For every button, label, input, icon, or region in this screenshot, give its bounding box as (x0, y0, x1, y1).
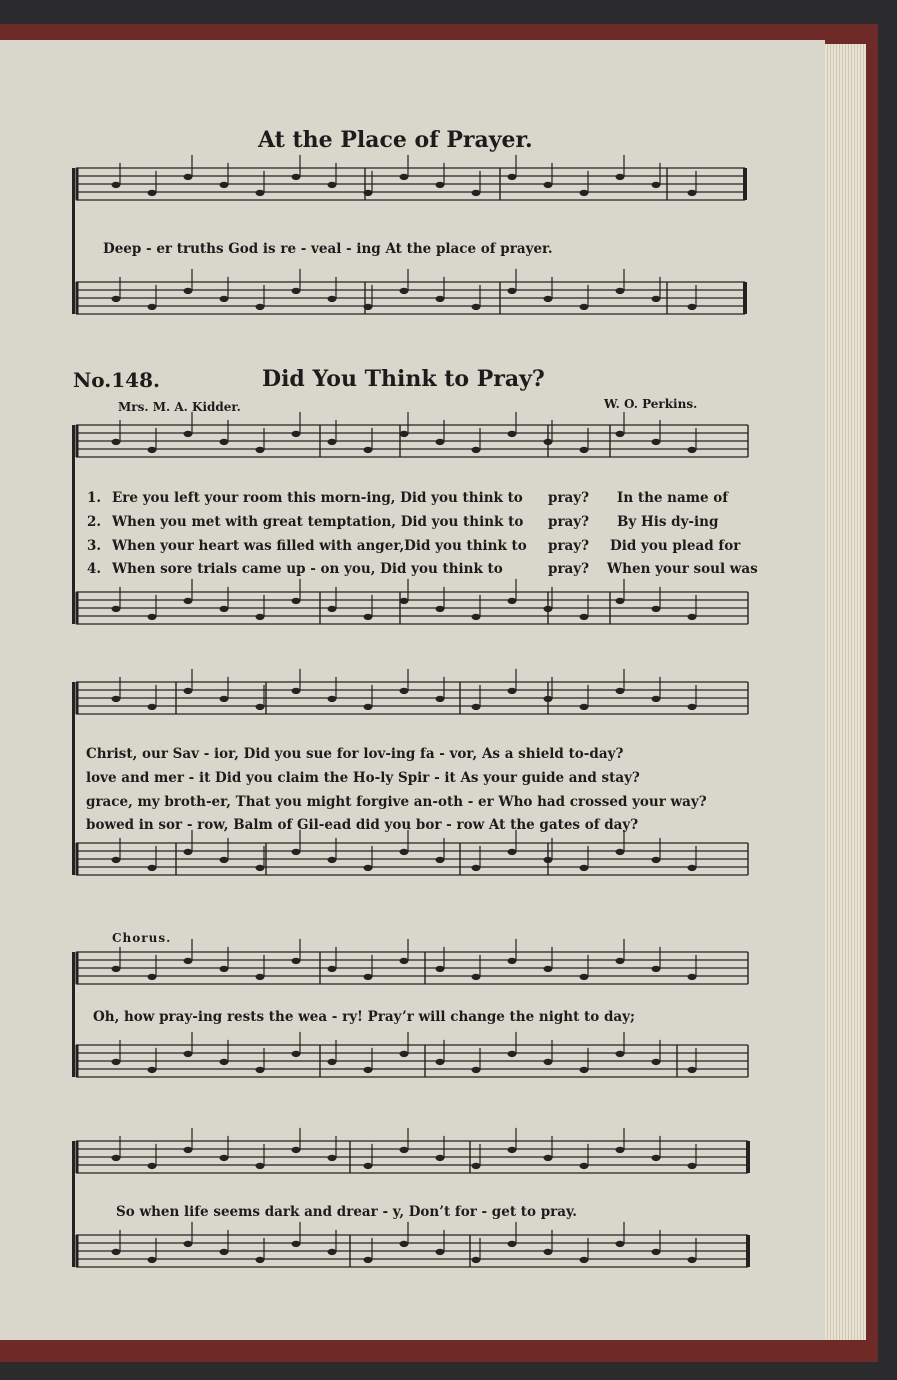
system-brace (72, 425, 75, 624)
chorus-line: Oh, how pray-ing rests the wea - ry! Pray’r will change the night to day; (93, 1009, 635, 1025)
verse-line: bowed in sor - row, Balm of Gil-ead did you bor - row At the gates of day? (86, 817, 639, 833)
verse-line: Ere you left your room this morn-ing, Did you think to (112, 490, 523, 506)
system-brace (72, 1141, 75, 1267)
page-title: At the Place of Prayer. (258, 127, 533, 153)
staff (76, 952, 752, 1012)
verse-number: 3. (87, 538, 102, 554)
staff (76, 1235, 752, 1295)
verse-line: love and mer - it Did you claim the Ho-ly Spir - it As your guide and stay? (86, 770, 640, 786)
system-brace (72, 952, 75, 1077)
staff (76, 843, 752, 903)
system-brace (72, 682, 75, 875)
verse-line: grace, my broth-er, That you might forgive an-oth - er Who had crossed your way? (86, 794, 707, 810)
verse-word: pray? (548, 514, 590, 530)
staff (76, 682, 752, 742)
verse-number: 1. (87, 490, 102, 506)
verse-line-continuation: In the name of (617, 490, 729, 506)
system-brace (72, 168, 75, 314)
verse-line-continuation: Did you plead for (610, 538, 741, 554)
verse-line: When you met with great temptation, Did you think to (112, 514, 524, 530)
chorus-label: Chorus. (112, 931, 172, 945)
verse-word: pray? (548, 538, 590, 554)
staff (76, 425, 752, 485)
verse-line: When your heart was filled with anger,Did you think to (112, 538, 527, 554)
staff (76, 592, 752, 652)
hymn-author: Mrs. M. A. Kidder. (118, 400, 241, 414)
verse-line: Christ, our Sav - ior, Did you sue for lov-ing fa - vor, As a shield to-day? (86, 746, 624, 762)
verse-line: When sore trials came up - on you, Did you think to (112, 561, 503, 577)
verse-number: 4. (87, 561, 102, 577)
hymn-title: Did You Think to Pray? (262, 366, 545, 392)
verse-number: 2. (87, 514, 102, 530)
hymn-composer: W. O. Perkins. (604, 397, 698, 411)
verse-line-continuation: When your soul was (607, 561, 758, 577)
hymn-number: No.148. (73, 368, 160, 392)
verse-word: pray? (548, 490, 590, 506)
top-system-lyric: Deep - er truths God is re - veal - ing At the place of prayer. (103, 241, 553, 257)
verse-line-continuation: By His dy-ing (617, 514, 719, 530)
page-edges (822, 44, 866, 1340)
staff (76, 1045, 752, 1105)
staff (76, 1141, 752, 1201)
chorus-line: So when life seems dark and drear - y, Don’t for - get to pray. (116, 1204, 578, 1220)
staff (76, 282, 749, 342)
staff (76, 168, 749, 228)
verse-word: pray? (548, 561, 590, 577)
